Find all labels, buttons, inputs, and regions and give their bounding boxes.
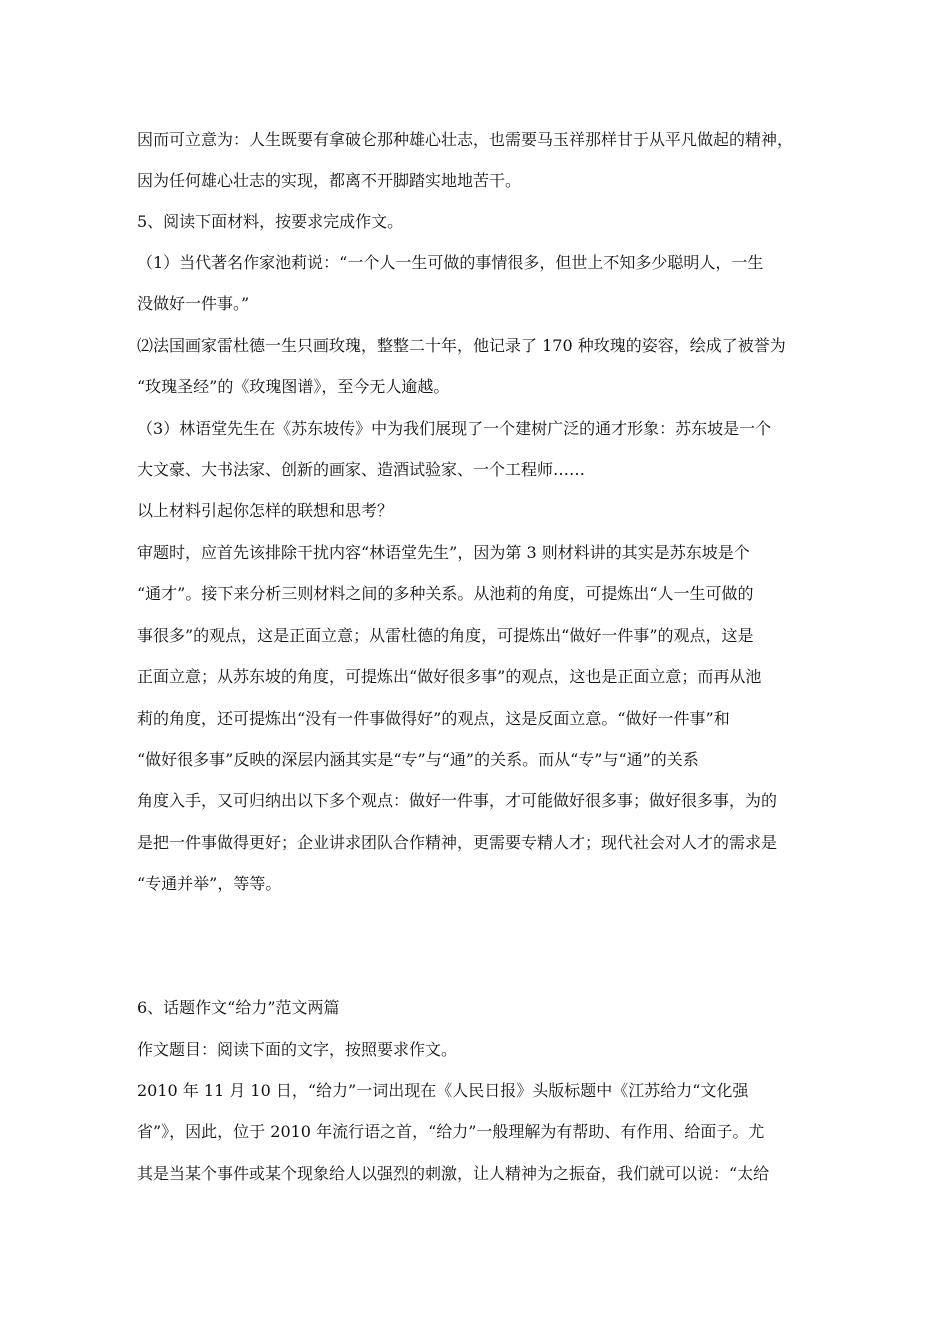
text-line: 其是当某个事件或某个现象给人以强烈的刺激，让人精神为之振奋，我们就可以说：“太给 [137,1164,770,1183]
text-line: （3）林语堂先生在《苏东坡传》中为我们展现了一个建树广泛的通才形象：苏东坡是一个 [137,419,772,438]
text-line: 作文题目：阅读下面的文字，按照要求作文。 [137,1040,458,1059]
text-line: 没做好一件事。” [137,294,250,313]
text-line: 角度入手，又可归纳出以下多个观点：做好一件事，才可能做好很多事；做好很多事，为的 [137,791,778,810]
text-line: 莉的角度，还可提炼出“没有一件事做得好”的观点，这是反面立意。“做好一件事”和 [137,709,730,728]
text-line: 审题时，应首先该排除干扰内容“林语堂先生”，因为第 3 则材料讲的其实是苏东坡是个 [137,543,750,562]
text-line: “玫瑰圣经”的《玫瑰图谱》，至今无人逾越。 [137,377,450,396]
text-line: 因而可立意为：人生既要有拿破仑那种雄心壮志，也需要马玉祥那样甘于从平凡做起的精神， [137,130,794,149]
text-line: 省”》，因此，位于 2010 年流行语之首，“给力”一般理解为有帮助、有作用、给面子。尤 [137,1122,765,1141]
text-line: 正面立意；从苏东坡的角度，可提炼出“做好很多事”的观点，这也是正面立意；而再从池 [137,667,762,686]
text-line: 以上材料引起你怎样的联想和思考？ [137,501,394,520]
section-heading: 6、话题作文“给力”范文两篇 [137,998,340,1017]
text-line: 事很多”的观点，这是正面立意；从雷杜德的角度，可提炼出“做好一件事”的观点，这是 [137,626,754,645]
text-line: 因为任何雄心壮志的实现，都离不开脚踏实地地苦干。 [137,171,522,190]
text-line: “专通并举”，等等。 [137,874,282,893]
text-line: （1）当代著名作家池莉说：“一个人一生可做的事情很多，但世上不知多少聪明人，一生 [137,253,764,272]
text-line: 2010 年 11 月 10 日，“给力”一词出现在《人民日报》头版标题中《江苏给力“文化强 [137,1081,749,1100]
text-line: “通才”。接下来分析三则材料之间的多种关系。从池莉的角度，可提炼出“人一生可做的 [137,584,754,603]
text-line: ⑵法国画家雷杜德一生只画玫瑰，整整二十年，他记录了 170 种玫瑰的姿容，绘成了被誉为 [137,336,786,355]
text-line: 大文豪、大书法家、创新的画家、造酒试验家、一个工程师…… [137,460,586,479]
text-line: 是把一件事做得更好；企业讲求团队合作精神，更需要专精人才；现代社会对人才的需求是 [137,833,778,852]
text-line: “做好很多事”反映的深层内涵其实是“专”与“通”的关系。而从“专”与“通”的关系 [137,750,699,769]
section-heading: 5、阅读下面材料，按要求完成作文。 [137,212,404,231]
